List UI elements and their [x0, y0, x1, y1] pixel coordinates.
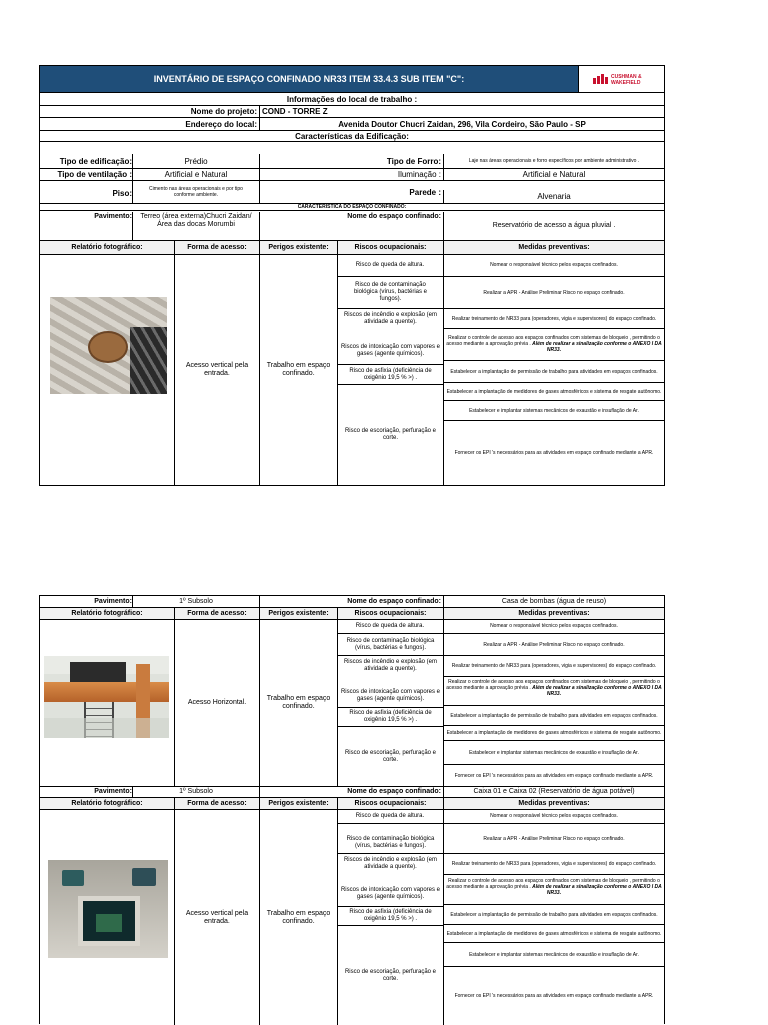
risks-header-3: Riscos ocupacionais:: [337, 797, 443, 809]
risk-fall-2: Risco de queda de altura.: [355, 622, 425, 629]
ventilation-label: Tipo de ventilação :: [40, 168, 132, 180]
features-title: Características da Edificação:: [40, 130, 664, 142]
inventory-block-1: [39, 65, 665, 486]
building-type-value: Prédio: [132, 154, 259, 168]
lighting-label: Iluminação :: [259, 168, 443, 180]
water-tank-photo: [48, 860, 168, 958]
hazards-header-3: Perigos existente:: [259, 797, 337, 809]
hazard-value: Trabalho em espaço confinado.: [259, 254, 337, 485]
access-value: Acesso vertical pela entrada.: [174, 254, 259, 485]
measures-header: Medidas preventivas:: [443, 240, 664, 254]
floor-label: Piso:: [112, 188, 132, 198]
ventilation-value: Artificial e Natural: [132, 168, 259, 180]
logo-area: [578, 66, 664, 92]
measure-access-control-3: [443, 874, 664, 904]
cushman-wakefield-logo: [593, 74, 609, 84]
photo-header-3: Relatório fotográfico:: [40, 797, 174, 809]
address-value: Avenida Doutor Chucri Zaidan, 296, Vila Cordeiro, São Paulo - SP: [259, 117, 664, 130]
floor-value: Cimento nas áreas operacionais e por tipo conforme ambiente.: [132, 181, 259, 203]
space-name-value-3: Caixa 01 e Caixa 02 (Reservatório de água potável): [443, 786, 664, 797]
info-section-title: Informações do local de trabalho :: [40, 92, 664, 105]
measure-training-3: Realizar treinamento de NR33 para (operadores, vigia e supervisores) do espaço confinado.: [443, 853, 664, 874]
measure-exhaust-2: Estabelecer e implantar sistemas mecânicos de exaustão e insuflação de Ar.: [443, 740, 664, 764]
measure-signage-text-2: Além de realizar a sinalização conforme o ANEXO I DA NR33.: [532, 685, 662, 697]
space-name-label-3: Nome do espaço confinado:: [259, 786, 443, 797]
pavimento-label: Pavimento:: [94, 213, 132, 220]
access-value-2: Acesso Horizontal.: [174, 619, 259, 786]
measure-epi-2: Fornecer os EPI 's necessários para as atividades em espaço confinado mediante a APR.: [443, 764, 664, 786]
risk-intoxication-2: Riscos de intoxicação com vapores e gases (agente químicos).: [337, 676, 443, 707]
risk-asphyxia-2: Risco de asfixia (deficiência de oxigênio 19,5 % >) .: [337, 707, 443, 726]
address-label: Endereço do local:: [40, 117, 259, 130]
confined-title: CARACTERISTICA DO ESPAÇO CONFINADO:: [40, 203, 664, 211]
risk-fall-3: Risco de queda de altura.: [355, 812, 425, 819]
risk-cuts-3: Risco de escoriação, perfuração e corte.: [337, 925, 443, 1025]
photo-cell: [40, 254, 174, 485]
measure-gas-meters-3: Estabelecer a implantação de medidores de gases atmosféricos e sistema de resgate autônomo.: [443, 924, 664, 942]
measure-access-control-text-3: Realizar o controle de acesso aos espaços confinados com sistemas de bloqueio , permitindo o acesso mediante a aprovação prévia .: [446, 878, 660, 890]
pump-room-photo: [44, 656, 169, 738]
measure-training: Realizar treinamento de NR33 para (operadores, vigia e supervisores) do espaço confinado.: [443, 308, 664, 328]
measures-header-2: Medidas preventivas:: [443, 607, 664, 619]
measure-training-2: Realizar treinamento de NR33 para (operadores, vigia e supervisores) do espaço confinado.: [443, 655, 664, 676]
measure-responsible: Nomear o responsável técnico pelos espaços confinados.: [443, 254, 664, 276]
project-label: Nome do projeto:: [40, 105, 259, 117]
space-name-label: Nome do espaço confinado:: [259, 212, 443, 240]
pavimento-value-2: 1º Subsolo: [132, 596, 259, 607]
hazard-value-2: Trabalho em espaço confinado.: [259, 619, 337, 786]
ceiling-label: Tipo de Forro:: [259, 154, 443, 168]
measure-exhaust-3: Estabelecer e implantar sistemas mecânicos de exaustão e insuflação de Ar.: [443, 942, 664, 966]
access-header-2: Forma de acesso:: [174, 607, 259, 619]
wall-value: Alvenaria: [443, 190, 664, 203]
risk-asphyxia-3: Risco de asfixia (deficiência de oxigênio 19,5 % >) .: [337, 906, 443, 925]
measure-apr-3: Realizar a APR - Análise Preliminar Risco no espaço confinado.: [443, 823, 664, 853]
project-value: COND - TORRE Z: [259, 105, 664, 117]
measure-signage-text-3: Além de realizar a sinalização conforme o ANEXO I DA NR33.: [532, 884, 662, 896]
photo-cell-2: [40, 619, 174, 786]
measure-responsible-3: Nomear o responsável técnico pelos espaços confinados.: [443, 809, 664, 823]
hazards-header-2: Perigos existente:: [259, 607, 337, 619]
measure-responsible-2: Nomear o responsável técnico pelos espaços confinados.: [443, 619, 664, 633]
hazard-value-3: Trabalho em espaço confinado.: [259, 809, 337, 1025]
measure-access-control-text-2: Realizar o controle de acesso aos espaços confinados com sistemas de bloqueio , permitindo o acesso mediante a aprovação prévia .: [446, 679, 660, 691]
manhole-photo: [50, 297, 167, 394]
measure-signage-text: Além de realizar a sinalização conforme o ANEXO I DA NR33.: [532, 341, 662, 353]
risk-cuts-2: Risco de escoriação, perfuração e corte.: [337, 726, 443, 786]
risk-cuts: Risco de escoriação, perfuração e corte.: [337, 384, 443, 485]
page-title: INVENTÁRIO DE ESPAÇO CONFINADO NR33 ITEM 33.4.3 SUB ITEM "C":: [153, 74, 465, 84]
risks-header: Riscos ocupacionais:: [337, 240, 443, 254]
measure-gas-meters-2: Estabelecer a implantação de medidores de gases atmosféricos e sistema de resgate autônomo.: [443, 725, 664, 740]
access-header-3: Forma de acesso:: [174, 797, 259, 809]
measure-epi: Fornecer os EPI 's necessários para as atividades em espaço confinado mediante a APR.: [443, 420, 664, 485]
measure-work-permit-3: Estabelecer a implantação de permissão de trabalho para atividades em espaços confinados.: [443, 904, 664, 924]
measures-header-3: Medidas preventivas:: [443, 797, 664, 809]
wall-label: Parede :: [259, 181, 443, 203]
risk-biological-2: Risco de contaminação biológica (vírus, bactérias e fungos).: [337, 633, 443, 655]
ceiling-value: Laje nas áreas operacionais e forro específicos por ambiente administrativo .: [443, 154, 664, 168]
risk-biological-3: Risco de contaminação biológica (vírus, bactérias e fungos).: [337, 823, 443, 853]
access-header: Forma de acesso:: [174, 240, 259, 254]
risks-header-2: Riscos ocupacionais:: [337, 607, 443, 619]
photo-cell-3: [40, 809, 174, 1025]
photo-header-2: Relatório fotográfico:: [40, 607, 174, 619]
pavimento-label-2: Pavimento:: [94, 597, 132, 605]
risk-biological: Risco de de contaminação biológica (vírus, bactérias e fungos).: [337, 276, 443, 308]
risk-fire: Riscos de incêndio e explosão (em atividade a quente).: [337, 308, 443, 328]
measure-gas-meters: Estabelecer a implantação de medidores de gases atmosféricos e sistema de resgate autônomo.: [443, 382, 664, 400]
access-value-3: Acesso vertical pela entrada.: [174, 809, 259, 1025]
measure-access-control: [443, 328, 664, 360]
risk-intoxication-3: Riscos de intoxicação com vapores e gases (agente químicos).: [337, 874, 443, 906]
measure-apr-2: Realizar a APR - Análise Preliminar Risco no espaço confinado.: [443, 633, 664, 655]
risk-fire-3: Riscos de incêndio e explosão (em atividade a quente).: [337, 853, 443, 874]
space-name-value-2: Casa de bombas (água de reuso): [443, 596, 664, 607]
risk-fall: Risco de queda de altura.: [355, 261, 425, 268]
measure-exhaust: Estabelecer e implantar sistemas mecânicos de exaustão e insuflação de Ar.: [443, 400, 664, 420]
risk-fire-2: Riscos de incêndio e explosão (em atividade a quente).: [337, 655, 443, 676]
logo-text-1: CUSHMAN &: [611, 74, 642, 80]
pavimento-label-3: Pavimento:: [40, 786, 132, 797]
hazards-header: Perigos existente:: [259, 240, 337, 254]
lighting-value: Artificial e Natural: [443, 168, 664, 180]
pavimento-value: Terreo (área externa)Chucri Zaidan/ Área das docas Morumbi: [132, 212, 259, 240]
building-type-label: Tipo de edificação:: [59, 156, 132, 166]
logo-text-2: WAKEFIELD: [611, 80, 641, 86]
measure-work-permit-2: Estabelecer a implantação de permissão de trabalho para atividades em espaços confinados.: [443, 705, 664, 725]
risk-asphyxia: Risco de asfixia (deficiência de oxigênio 19,5 % >) .: [337, 364, 443, 384]
measure-epi-3: Fornecer os EPI 's necessários para as atividades em espaço confinado mediante a APR.: [443, 966, 664, 1025]
measure-access-control-text: Realizar o controle de acesso aos espaços confinados com sistemas de bloqueio , permitindo o acesso mediante a aprovação prévia .: [446, 335, 660, 347]
measure-access-control-2: [443, 676, 664, 705]
photo-header: Relatório fotográfico:: [40, 240, 174, 254]
measure-work-permit: Estabelecer a implantação de permissão de trabalho para atividades em espaços confinados.: [443, 360, 664, 382]
inventory-block-2: [39, 595, 665, 1024]
measure-apr: Realizar a APR - Análise Preliminar Risco no espaço confinado.: [443, 276, 664, 308]
risk-intoxication: Riscos de intoxicação com vapores e gases (agente químicos).: [337, 328, 443, 364]
space-name-label-2: Nome do espaço confinado:: [259, 596, 443, 607]
space-name-value: Reservatório de acesso a água pluvial .: [443, 212, 664, 240]
pavimento-value-3: 1º Subsolo: [132, 786, 259, 797]
